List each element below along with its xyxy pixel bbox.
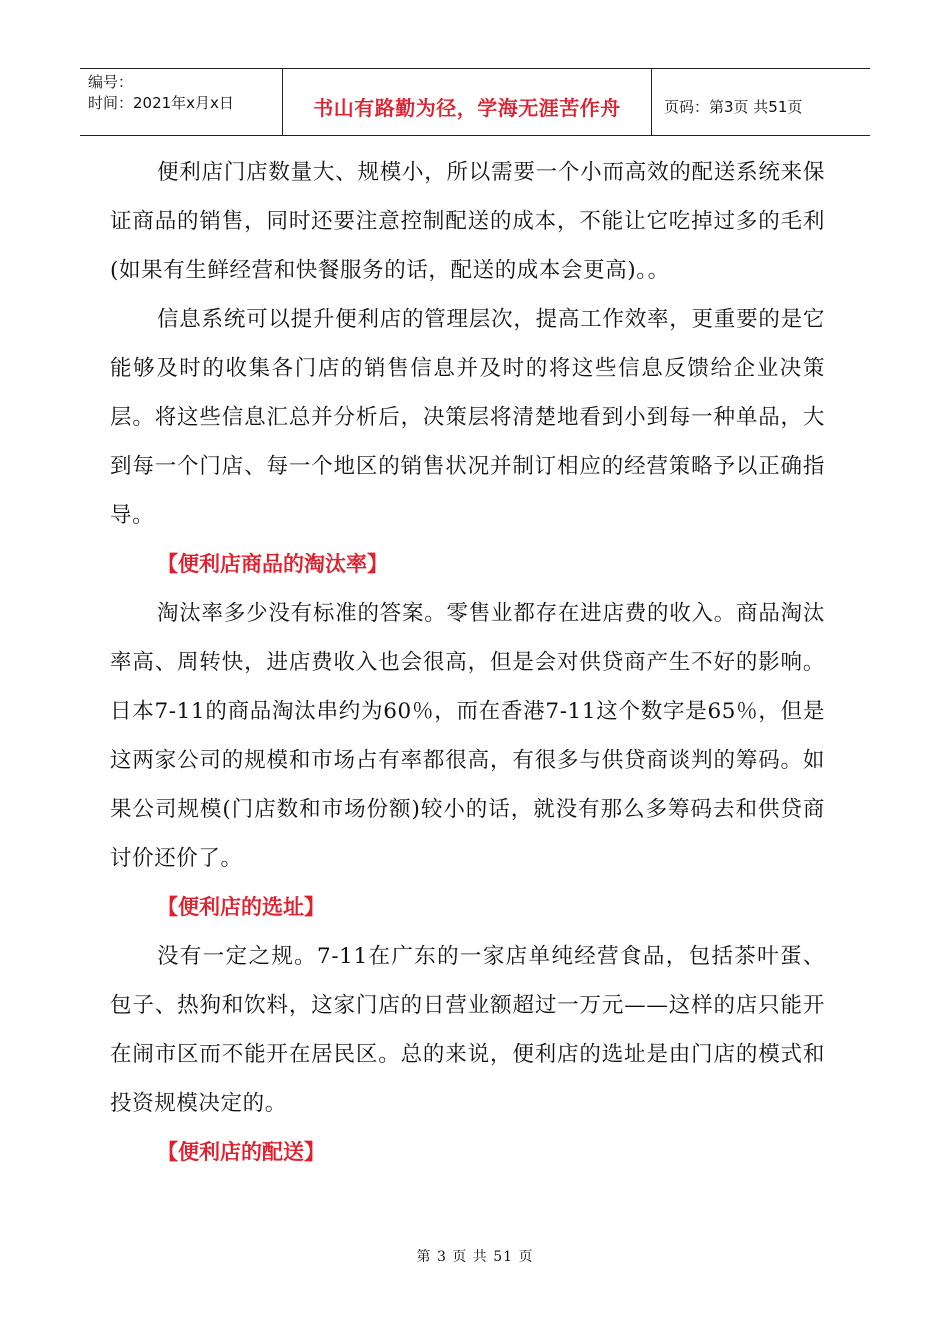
paragraph-site-selection: 没有一定之规。7-11在广东的一家店单纯经营食品，包括茶叶蛋、包子、热狗和饮料，这家门店的日营业额超过一万元——这样的店只能开在闹市区而不能开在居民区。总的来说，便利店的选址是由门店的模式和投资规模决定的。: [110, 944, 825, 1116]
document-body: [110, 148, 825, 1177]
header-page-info: 页码：第3页 共51页: [664, 97, 803, 116]
header-motto-cell: [283, 69, 652, 135]
date-label: 时间：2021年x月x日: [88, 94, 234, 112]
header-meta-cell: [80, 69, 283, 135]
page-footer: 第 3 页 共 51 页: [416, 1249, 534, 1265]
paragraph-information-system: 信息系统可以提升便利店的管理层次，提高工作效率，更重要的是它能够及时的收集各门店的销售信息并及时的将这些信息反馈给企业决策层。将这些信息汇总并分析后，决策层将清楚地看到小到每一种单品，大到每一个门店、每一个地区的销售状况并制订相应的经营策略予以正确指导。: [110, 307, 825, 528]
header-page-cell: [652, 69, 870, 135]
header-motto: 书山有路勤为径，学海无涯苦作舟: [313, 95, 621, 120]
serial-number-label: 编号：: [88, 73, 134, 91]
section-heading-elimination-rate: 【便利店商品的淘汰率】: [157, 552, 388, 576]
section-heading-site-selection: 【便利店的选址】: [157, 895, 325, 919]
section-heading-distribution: 【便利店的配送】: [157, 1140, 325, 1164]
paragraph-elimination-rate: 淘汰率多少没有标准的答案。零售业都存在进店费的收入。商品淘汰率高、周转快，进店费收入也会很高，但是会对供贷商产生不好的影响。日本7-11的商品淘汰串约为60％，而在香港7-11这个数字是65％，但是这两家公司的规模和市场占有率都很高，有很多与供贷商谈判的筹码。如果公司规模(门店数和市场份额)较小的话，就没有那么多筹码去和供贷商讨价还价了。: [110, 601, 825, 871]
paragraph-distribution-intro: 便利店门店数量大、规模小，所以需要一个小而高效的配送系统来保证商品的销售，同时还要注意控制配送的成本，不能让它吃掉过多的毛利(如果有生鲜经营和快餐服务的话，配送的成本会更高)。。: [110, 160, 825, 283]
document-header: [80, 68, 870, 136]
